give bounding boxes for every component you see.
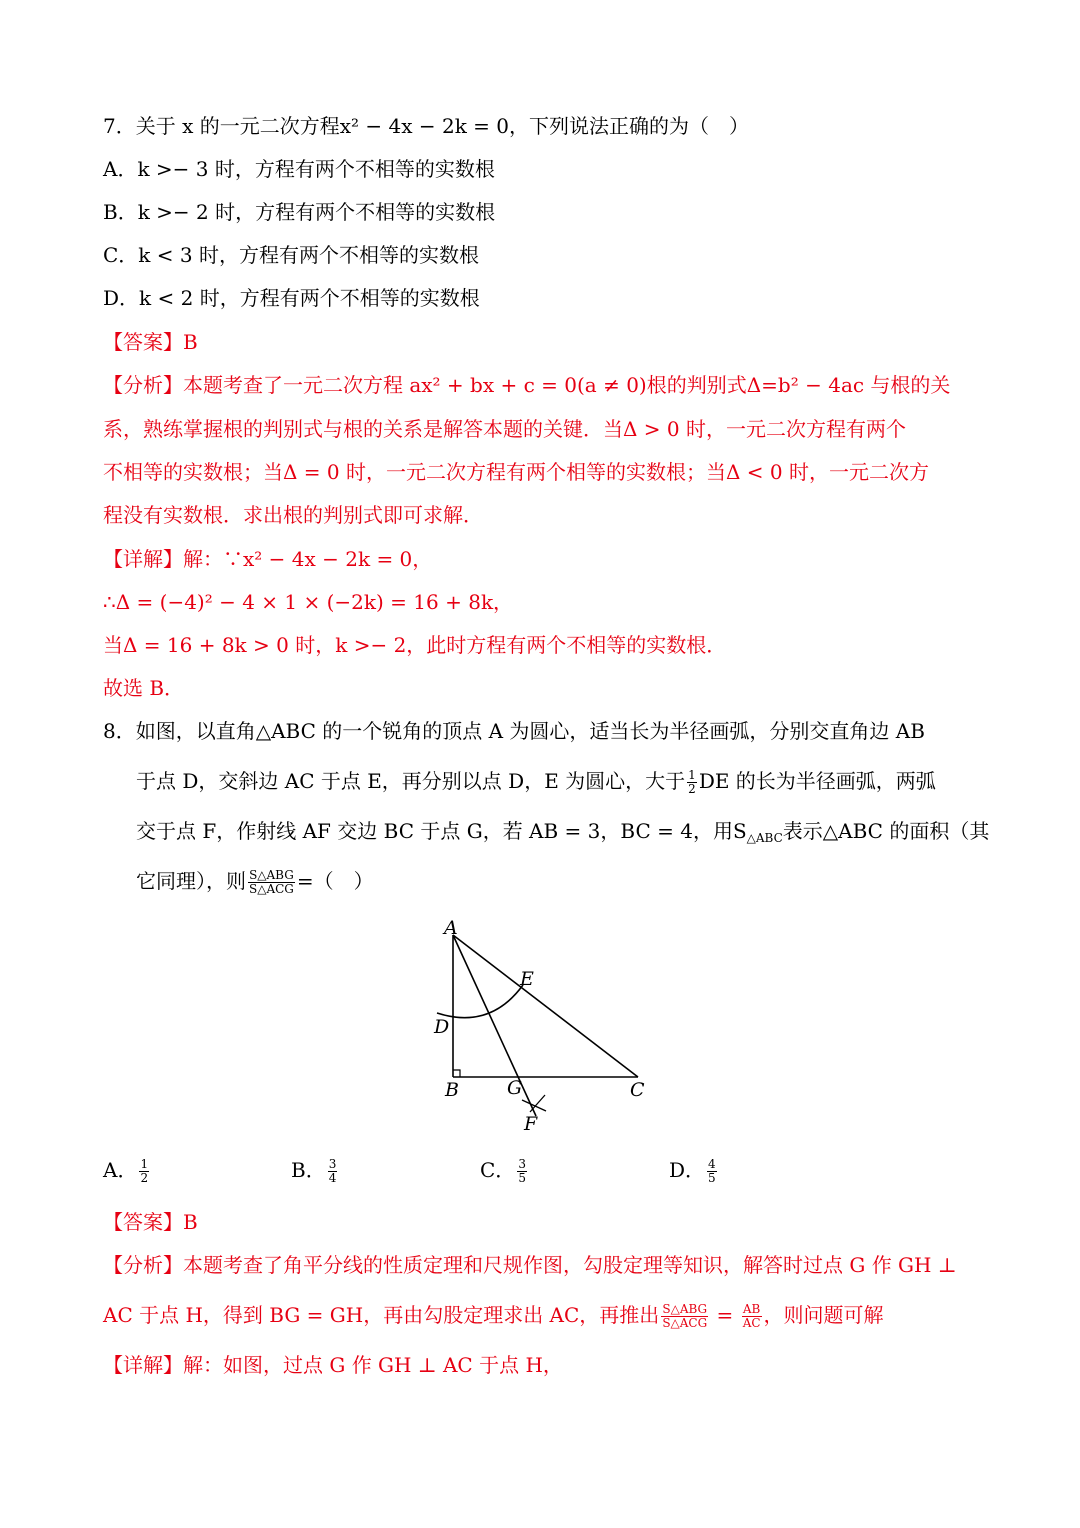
q8-analysis-line1: 【分析】本题考查了角平分线的性质定理和尺规作图，勾股定理等知识，解答时过点 G 作 GH ⊥ xyxy=(103,1253,957,1277)
label-c: C xyxy=(630,1079,645,1101)
q8-stem-line2-text-b: DE 的长为半径画弧，两弧 xyxy=(698,769,936,793)
q8-half-fraction: $\frac{1}{2}$ xyxy=(688,768,696,796)
q7-answer: 【答案】B xyxy=(103,330,198,354)
q7-detail-line2: ∴Δ = (−4)² − 4 × 1 × (−2k) = 16 + 8k， xyxy=(103,590,514,614)
q8-option-b: B． $\frac{3}{4}$ xyxy=(291,1157,337,1185)
label-b: B xyxy=(445,1079,459,1101)
q7-stem: 7．关于 x 的一元二次方程x² − 4x − 2k = 0，下列说法正确的为（ ） xyxy=(103,114,750,138)
q7-detail-line1: 【详解】解：∵x² − 4x − 2k = 0， xyxy=(103,547,433,571)
q8-option-c: C． $\frac{3}{5}$ xyxy=(480,1157,526,1185)
q8-option-a: A． $\frac{1}{2}$ xyxy=(103,1157,149,1185)
label-e: E xyxy=(520,968,534,990)
q7-option-a: A．k >− 3 时，方程有两个不相等的实数根 xyxy=(103,157,495,181)
q8-stem-line3-text-a: 交于点 F，作射线 AF 交边 BC 于点 G，若 AB = 3，BC = 4，用S xyxy=(136,819,747,843)
q8-detail: 【详解】解：如图，过点 G 作 GH ⊥ AC 于点 H， xyxy=(103,1353,563,1377)
label-g: G xyxy=(507,1077,523,1099)
label-f: F xyxy=(524,1113,538,1135)
q8-answer: 【答案】B xyxy=(103,1210,198,1234)
q8-stem-line2-text-a: 于点 D，交斜边 AC 于点 E，再分别以点 D，E 为圆心，大于 xyxy=(136,769,686,793)
q7-option-c: C．k < 3 时，方程有两个不相等的实数根 xyxy=(103,243,479,267)
q8-stem-line4-text-a: 它同理），则 xyxy=(136,869,246,893)
q7-conclusion: 故选 B． xyxy=(103,676,185,700)
q7-analysis-line1: 【分析】本题考查了一元二次方程 ax² + bx + c = 0(a ≠ 0)根的判别式Δ=b² − 4ac 与根的关 xyxy=(103,373,951,397)
q7-analysis-line4: 程没有实数根．求出根的判别式即可求解． xyxy=(103,503,483,527)
q7-option-b: B．k >− 2 时，方程有两个不相等的实数根 xyxy=(103,200,496,224)
q8-triangle-figure xyxy=(400,910,680,1140)
q8-stem-line2 xyxy=(136,766,936,796)
q7-detail-line3: 当Δ = 16 + 8k > 0 时，k >− 2，此时方程有两个不相等的实数根． xyxy=(103,633,727,657)
q7-analysis-line2: 系，熟练掌握根的判别式与根的关系是解答本题的关键．当Δ > 0 时，一元二次方程有两个 xyxy=(103,417,906,441)
q8-stem-line3-text-b: 表示△ABC 的面积（其 xyxy=(782,819,990,843)
q8-analysis-line2: AC 于点 H，得到 BG = GH，再由勾股定理求出 AC，再推出 $\frac{\text{S△ABG}}{\text{S△ACG}}$ = $\frac{AB}{AC}$ ，则问题可解 xyxy=(103,1302,884,1330)
ray-af xyxy=(453,935,536,1116)
arc-cross-1 xyxy=(522,1100,546,1111)
q7-option-d: D．k < 2 时，方程有两个不相等的实数根 xyxy=(103,286,480,310)
label-d: D xyxy=(434,1016,450,1038)
q8-stem-line4 xyxy=(136,866,374,896)
right-angle-mark xyxy=(453,1070,460,1077)
q8-stem-line1: 8．如图，以直角△ABC 的一个锐角的顶点 A 为圆心，适当长为半径画弧，分别交直角边 AB xyxy=(103,719,925,743)
q8-stem-line3-subscript: △ABC xyxy=(746,831,783,845)
q8-analysis-side-fraction: $\frac{AB}{AC}$ xyxy=(742,1302,761,1330)
q7-analysis-line3: 不相等的实数根；当Δ = 0 时，一元二次方程有两个相等的实数根；当Δ < 0 时，一元二次方 xyxy=(103,460,929,484)
label-a: A xyxy=(444,917,458,939)
q8-area-ratio-fraction: $\frac{\text{S△ABG}}{\text{S△ACG}}$ xyxy=(249,868,294,896)
q8-option-d: D． $\frac{4}{5}$ xyxy=(669,1157,716,1185)
q8-analysis-area-fraction: $\frac{\text{S△ABG}}{\text{S△ACG}}$ xyxy=(662,1302,708,1330)
arc-de xyxy=(437,985,523,1018)
side-ac xyxy=(453,935,638,1077)
q8-stem-line3 xyxy=(136,816,989,849)
q8-stem-line4-text-b: =（ ） xyxy=(296,869,374,893)
